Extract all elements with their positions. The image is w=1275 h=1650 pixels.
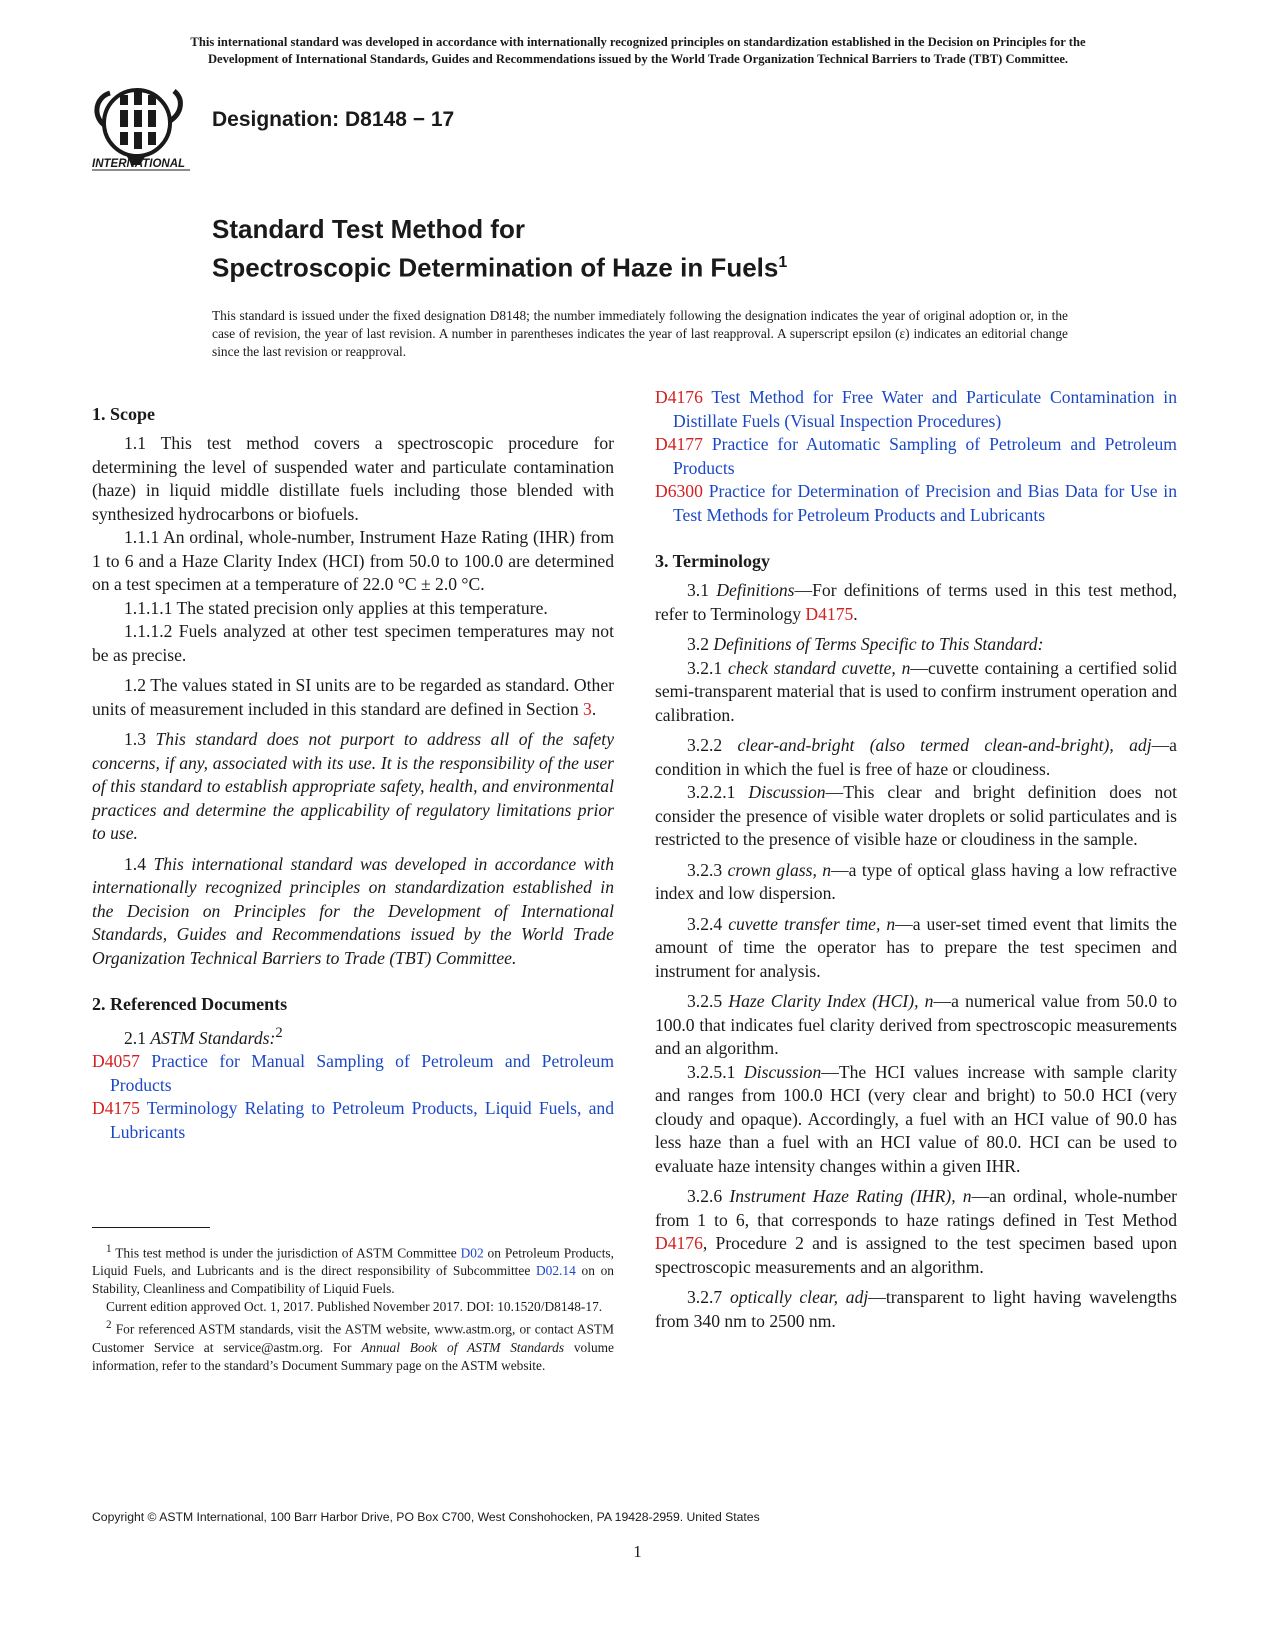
para-2-1-footnote-mark: 2 xyxy=(275,1025,283,1041)
num: 3.2 xyxy=(687,634,714,654)
ref-d4175[interactable] xyxy=(92,1097,614,1144)
term: cuvette transfer time, n xyxy=(728,913,896,934)
para-3-2-7 xyxy=(655,1286,1177,1333)
text: This test method is under the jurisdiction of ASTM Committee xyxy=(111,1245,461,1261)
num: 3.1 xyxy=(687,580,717,600)
term: Definitions xyxy=(716,580,795,600)
text: —an ordinal, whole-number from 1 to 6, that corresponds to haze ratings defined in Test Method xyxy=(655,1186,1177,1230)
para-1-2-end: . xyxy=(591,698,597,719)
footnote-2-mark: 2 xyxy=(106,1319,112,1332)
tbt-notice-line1: This international standard was developed in accordance with internationally recognized principles on standardization established in the Decision on Principles for the xyxy=(190,35,1086,49)
title-line1: Standard Test Method for xyxy=(212,214,525,244)
num: 3.2.2 xyxy=(687,735,738,755)
term: check standard cuvette, n xyxy=(728,657,911,678)
ref-d6300[interactable] xyxy=(655,480,1177,527)
para-3-2-6 xyxy=(655,1185,1177,1279)
para-1-2-text: 1.2 The values stated in SI units are to be regarded as standard. Other units of measurement included in this standard are defined in Section xyxy=(92,675,614,719)
num: 3.2.1 xyxy=(687,657,729,678)
num: 3.2.7 xyxy=(687,1287,730,1307)
para-2-1-text: ASTM Standards: xyxy=(150,1027,276,1048)
text: on Petroleum Products, Liquid Fuels, and Lubricants and is the direct responsibility of Subcommittee xyxy=(92,1245,614,1279)
ref-d4176[interactable] xyxy=(655,386,1177,433)
footnote-divider xyxy=(92,1227,210,1228)
ref-d4177[interactable] xyxy=(655,433,1177,480)
term: optically clear, adj xyxy=(730,1287,869,1307)
title-line2-text: Spectroscopic Determination of Haze in Fuels xyxy=(212,252,779,283)
copyright-line: Copyright © ASTM International, 100 Barr Harbor Drive, PO Box C700, West Conshohocken, PA 19428-2959. United States xyxy=(92,1510,760,1524)
issuance-note: This standard is issued under the fixed designation D8148; the number immediately following the designation indicates the year of original adoption or, in the case of revision, the year of last revision. A number in parentheses indicates the year of last reapproval. A superscript epsilon (ε) indicates an editorial change since the last revision or reapproval. xyxy=(212,308,1068,359)
para-1-4 xyxy=(92,853,614,971)
ref-title[interactable]: Practice for Determination of Precision and Bias Data for Use in Test Methods for Petroleum Products and Lubricants xyxy=(673,481,1177,525)
num: 3.2.3 xyxy=(687,859,728,880)
text-italic: Annual Book of ASTM Standards xyxy=(361,1339,565,1355)
para-1-3 xyxy=(92,728,614,846)
footnote-edition: Current edition approved Oct. 1, 2017. Published November 2017. DOI: 10.1520/D8148-17. xyxy=(106,1299,603,1315)
section-heading-scope: 1. Scope xyxy=(92,404,155,424)
ref-code[interactable]: D4057 xyxy=(92,1051,140,1072)
para-3-2-5-1 xyxy=(655,1061,1177,1179)
section-3-link[interactable]: 3 xyxy=(583,698,592,719)
ref-title[interactable]: Practice for Manual Sampling of Petroleum and Petroleum Products xyxy=(110,1051,614,1095)
text: —For definitions of terms used in this test method, refer to Terminology xyxy=(655,580,1177,624)
term: Instrument Haze Rating (IHR), n xyxy=(729,1186,972,1206)
para-3-2-5 xyxy=(655,990,1177,1061)
d4175-link[interactable]: D4175 xyxy=(805,603,854,624)
committee-d02-link[interactable]: D02 xyxy=(460,1245,484,1261)
para-3-1 xyxy=(655,579,1177,626)
para-1-3-text: This standard does not purport to address all of the safety concerns, if any, associated with its use. It is the responsibility of the user of this standard to establish appropriate safety, health, and environmental practices and determine the applicability of regulatory limitations prior to use. xyxy=(92,729,614,843)
num: 3.2.2.1 xyxy=(687,782,749,802)
ref-code[interactable]: D4175 xyxy=(92,1098,140,1119)
para-1-2 xyxy=(92,674,614,721)
subcommittee-d02-14-link[interactable]: D02.14 xyxy=(535,1263,576,1279)
section-heading-referenced-documents: 2. Referenced Documents xyxy=(92,994,288,1014)
document-title xyxy=(212,213,787,285)
text: —a numerical value from 50.0 to 100.0 that indicates fuel clarity derived from spectroscopic measurements and an algorithm. xyxy=(655,991,1177,1058)
ref-code[interactable]: D4177 xyxy=(655,434,703,454)
para-3-2-4 xyxy=(655,913,1177,984)
term: Discussion xyxy=(744,1061,822,1082)
text-end: , Procedure 2 and is assigned to the test specimen based upon spectroscopic measurements and an algorithm. xyxy=(655,1233,1177,1277)
text: For referenced ASTM standards, visit the ASTM website, www.astm.org, or contact ASTM Customer Service at service@astm.org. For xyxy=(92,1321,614,1355)
para-3-2-1 xyxy=(655,657,1177,728)
para-3-2 xyxy=(655,633,1177,657)
para-2-1-num: 2.1 xyxy=(124,1027,151,1048)
term: crown glass, n xyxy=(727,859,832,880)
tbt-notice xyxy=(92,34,1184,68)
text: —transparent to light having wavelengths from 340 nm to 2500 nm. xyxy=(655,1287,1177,1331)
ref-title[interactable]: Practice for Automatic Sampling of Petroleum and Petroleum Products xyxy=(673,434,1177,478)
para-3-2-3 xyxy=(655,859,1177,906)
ref-code[interactable]: D6300 xyxy=(655,481,703,501)
left-column xyxy=(92,402,614,1144)
text: Definitions of Terms Specific to This Standard: xyxy=(713,634,1044,654)
ref-d4057[interactable] xyxy=(92,1050,614,1097)
ref-title[interactable]: Terminology Relating to Petroleum Products, Liquid Fuels, and Lubricants xyxy=(110,1098,614,1142)
num: 3.2.4 xyxy=(687,913,729,934)
d4176-link[interactable]: D4176 xyxy=(655,1233,703,1253)
footnote-2 xyxy=(92,1316,614,1374)
astm-logo xyxy=(90,85,202,177)
designation: Designation: D8148 − 17 xyxy=(212,108,455,131)
num: 3.2.5.1 xyxy=(687,1061,745,1082)
ref-code[interactable]: D4176 xyxy=(655,387,703,407)
num: 3.2.6 xyxy=(687,1186,730,1206)
text: —a type of optical glass having a low refractive index and low dispersion. xyxy=(655,859,1177,903)
para-1-1: 1.1 This test method covers a spectroscopic procedure for determining the level of suspended water and particulate contamination (haze) in liquid middle distillate fuels including those blended with synthesized hydrocarbons or biofuels. xyxy=(92,433,614,524)
term: clear-and-bright (also termed clean-and-bright), adj xyxy=(737,735,1152,755)
text: on on Stability, Cleanliness and Compatibility of Liquid Fuels. xyxy=(92,1263,614,1297)
text: —cuvette containing a certified solid semi-transparent material that is used to confirm instrument operation and calibration. xyxy=(655,657,1177,725)
footnote-1 xyxy=(92,1240,614,1298)
para-2-1 xyxy=(92,1022,614,1050)
tbt-notice-line2: Development of International Standards, Guides and Recommendations issued by the World Trade Organization Technical Barriers to Trade (TBT) Committee. xyxy=(207,52,1069,66)
text: volume information, refer to the standard’s Document Summary page on the ASTM website. xyxy=(92,1339,614,1373)
term: Haze Clarity Index (HCI), n xyxy=(728,991,934,1011)
right-column xyxy=(655,386,1177,1333)
text: —This clear and bright definition does not consider the presence of visible water droplets or solid particulates and is restricted to the presence of visible haze or cloudiness in the sample. xyxy=(655,782,1177,849)
text: —The HCI values increase with sample clarity and ranges from 100.0 HCI (very clear and bright) to 50.0 HCI (very cloudy and opaque). Accordingly, a fuel with an HCI value of 90.0 has less haze than a fuel with an HCI value of 80.0. HCI can be used to evaluate haze intensity changes within a given IHR. xyxy=(655,1061,1177,1176)
text-end: . xyxy=(853,603,858,624)
para-1-4-num: 1.4 xyxy=(124,853,154,874)
ref-title[interactable]: Test Method for Free Water and Particulate Contamination in Distillate Fuels (Visual Inspection Procedures) xyxy=(673,387,1177,431)
para-1-1-1-1: 1.1.1.1 The stated precision only applies at this temperature. xyxy=(124,597,548,618)
astm-logo-icon xyxy=(90,85,202,177)
para-1-1-1-2: 1.1.1.2 Fuels analyzed at other test specimen temperatures may not be as precise. xyxy=(92,621,614,665)
text: —a condition in which the fuel is free of haze or cloudiness. xyxy=(655,735,1177,779)
title-footnote-mark: 1 xyxy=(778,254,788,271)
logo-wordmark: INTERNATIONAL xyxy=(92,158,186,170)
para-3-2-2-1 xyxy=(655,781,1177,852)
para-1-4-text: This international standard was developed in accordance with internationally recognized principles on standardization established in the Decision on Principles for the Development of International Standards, Guides and Recommendations issued by the World Trade Organization Technical Barriers to Trade (TBT) Committee. xyxy=(92,853,614,968)
para-3-2-2 xyxy=(655,734,1177,781)
title-line2 xyxy=(212,246,787,285)
para-1-1-1: 1.1.1 An ordinal, whole-number, Instrument Haze Rating (IHR) from 1 to 6 and a Haze Clarity Index (HCI) from 50.0 to 100.0 are determined on a test specimen at a temperature of 22.0 °C ± 2.0 °C. xyxy=(92,527,614,594)
footnote-1-mark: 1 xyxy=(106,1243,112,1255)
term: Discussion xyxy=(748,782,826,802)
page-number: 1 xyxy=(633,1542,642,1561)
para-1-3-num: 1.3 xyxy=(124,729,156,749)
text: —a user-set timed event that limits the amount of time the operator has to prepare the test specimen and instrument for analysis. xyxy=(655,913,1177,981)
num: 3.2.5 xyxy=(687,991,729,1011)
footnotes xyxy=(92,1240,614,1375)
section-heading-terminology: 3. Terminology xyxy=(655,551,771,571)
